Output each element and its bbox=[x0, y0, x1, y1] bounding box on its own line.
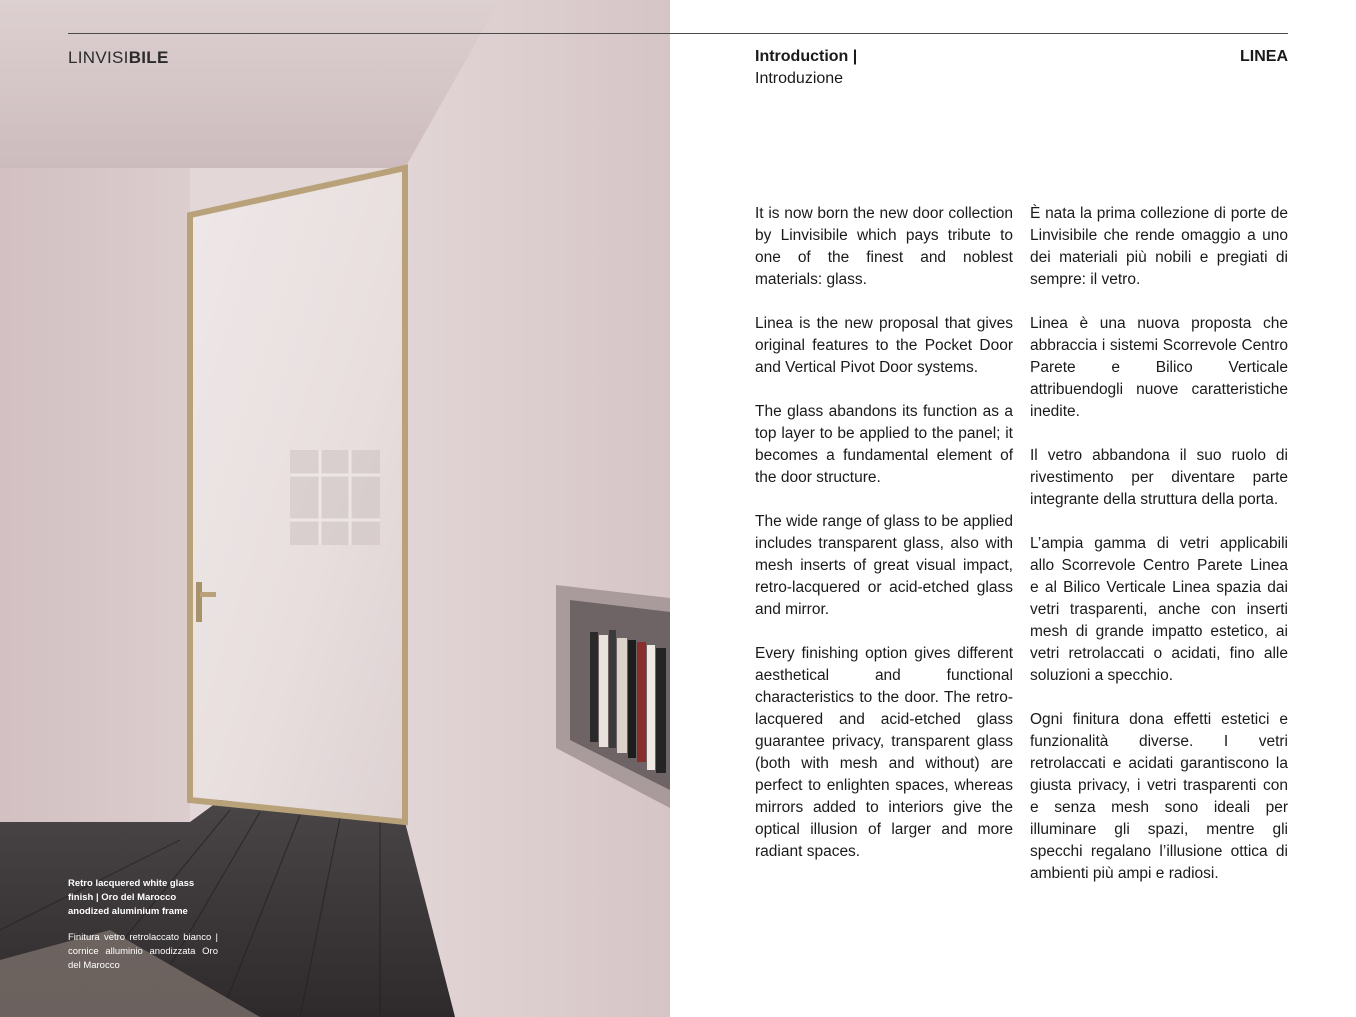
collection-name: LINEA bbox=[1240, 48, 1288, 65]
glass-reflection bbox=[290, 450, 380, 545]
paragraph: The wide range of glass to be applied includes transparent glass, also with mesh inserts of great visual impact, retro-lacquered or acid-etched glass and mirror. bbox=[755, 513, 1013, 618]
paragraph: The glass abandons its function as a top layer to be applied to the panel; it becomes a fundamental element of the door structure. bbox=[755, 403, 1013, 486]
section-title-italian: Introduzione bbox=[755, 70, 844, 87]
header-rule bbox=[68, 33, 1288, 34]
paragraph: It is now born the new door collection by Linvisibile which pays tribute to one of the finest and noblest materials: glass. bbox=[755, 205, 1013, 288]
paragraph: Ogni finitura dona effetti estetici e funzionalità diverse. I vetri retrolaccati e acidati garantiscono la giusta privacy, i vetri trasparenti con e senza mesh sono ideali per illuminare gli spazi, mentre gli specchi regalano l’illusione ottica di ambienti più ampi e radiosi. bbox=[1030, 711, 1288, 882]
english-column bbox=[755, 203, 1013, 885]
paragraph: È nata la prima collezione di porte de Linvisibile che rende omaggio a uno dei materiali più nobili e pregiati di sempre: il vetro. bbox=[1030, 205, 1288, 288]
paragraph: Linea is the new proposal that gives original features to the Pocket Door and Vertical Pivot Door systems. bbox=[755, 315, 1013, 376]
brand-logo bbox=[68, 48, 169, 68]
back-wall bbox=[0, 168, 190, 823]
section-title-english: Introduction | bbox=[755, 48, 858, 65]
caption-italian: Finitura vetro retrolaccato bianco | cornice alluminio anodizzata Oro del Marocco bbox=[68, 932, 218, 971]
door-photo bbox=[0, 0, 670, 1017]
brand-logo-bold: BILE bbox=[128, 48, 169, 67]
paragraph: Il vetro abbandona il suo ruolo di rivestimento per diventare parte integrante della struttura della porta. bbox=[1030, 447, 1288, 508]
photo-caption bbox=[68, 877, 218, 973]
door-illustration bbox=[0, 0, 670, 1017]
brand-logo-light: LINVISI bbox=[68, 48, 129, 67]
paragraph: Every finishing option gives different aesthetical and functional characteristics to the door. The retro-lacquered and acid-etched glass guarantee privacy, transparent glass (both with mesh and without) are perfect to enlighten spaces, whereas mirrors added to interiors give the optical illusion of larger and more radiant spaces. bbox=[755, 645, 1013, 860]
right-wall bbox=[405, 0, 670, 1017]
italian-column bbox=[1030, 203, 1288, 907]
paragraph: Linea è una nuova proposta che abbraccia i sistemi Scorrevole Centro Parete e Bilico Verticale attribuendogli nuove caratteristiche inedite. bbox=[1030, 315, 1288, 420]
paragraph: L’ampia gamma di vetri applicabili allo Scorrevole Centro Parete Linea e al Bilico Verticale Linea spazia dai vetri trasparenti, anche con inserti mesh di grande impatto estetico, ai vetri retrolaccati o acidati, fino alle soluzioni a specchio. bbox=[1030, 535, 1288, 684]
section-title bbox=[755, 46, 857, 90]
caption-english: Retro lacquered white glass finish | Oro del Marocco anodized aluminium frame bbox=[68, 878, 195, 917]
